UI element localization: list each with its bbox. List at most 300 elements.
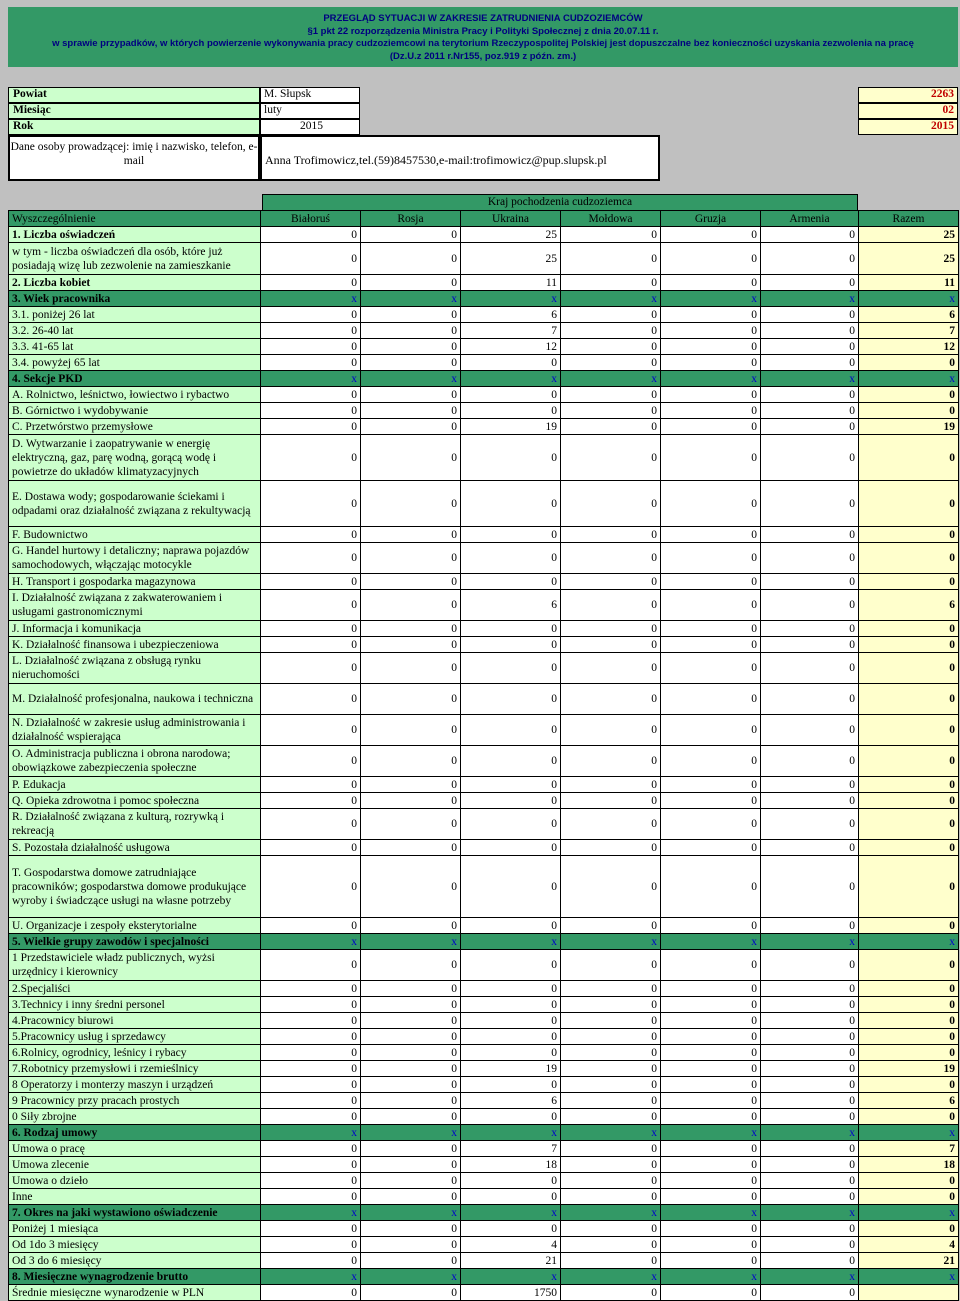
value-cell[interactable]: 0 [661,1109,761,1125]
value-cell[interactable]: x [261,1269,361,1285]
value-cell[interactable]: 0 [361,1093,461,1109]
value-cell[interactable]: 0 [461,435,561,481]
total-cell[interactable]: 0 [859,481,959,527]
value-cell[interactable]: 0 [461,950,561,981]
value-cell[interactable]: 0 [761,227,859,243]
value-cell[interactable]: 0 [761,1253,859,1269]
value-cell[interactable]: 0 [661,777,761,793]
value-cell[interactable]: 0 [261,574,361,590]
value-cell[interactable]: 0 [261,543,361,574]
value-cell[interactable]: 0 [361,950,461,981]
value-cell[interactable]: 0 [261,1077,361,1093]
value-cell[interactable]: 0 [261,1157,361,1173]
value-cell[interactable]: 0 [661,840,761,856]
value-cell[interactable]: x [561,934,661,950]
value-cell[interactable]: 0 [261,275,361,291]
value-cell[interactable]: 0 [561,243,661,275]
value-cell[interactable]: x [561,1205,661,1221]
value-cell[interactable]: 0 [261,1237,361,1253]
value-cell[interactable]: 0 [561,275,661,291]
value-cell[interactable]: 0 [561,481,661,527]
value-cell[interactable]: 0 [761,355,859,371]
value-cell[interactable]: 0 [661,527,761,543]
value-cell[interactable]: 0 [561,543,661,574]
total-cell[interactable]: 0 [859,387,959,403]
value-cell[interactable]: 0 [561,435,661,481]
value-cell[interactable]: 0 [661,715,761,746]
value-cell[interactable]: 0 [261,419,361,435]
value-cell[interactable]: 0 [361,527,461,543]
value-cell[interactable]: 0 [261,1141,361,1157]
value-cell[interactable]: 0 [761,243,859,275]
value-cell[interactable]: 0 [461,793,561,809]
value-cell[interactable]: 0 [361,856,461,918]
value-cell[interactable]: 0 [261,1061,361,1077]
value-cell[interactable]: 0 [661,1077,761,1093]
total-cell[interactable]: 21 [859,1253,959,1269]
value-cell[interactable]: 0 [561,621,661,637]
total-cell[interactable]: 6 [859,1093,959,1109]
value-cell[interactable]: 0 [361,435,461,481]
total-cell[interactable]: x [859,291,959,307]
value-cell[interactable]: x [661,371,761,387]
value-cell[interactable]: 0 [461,1173,561,1189]
value-cell[interactable]: 0 [361,637,461,653]
value-cell[interactable]: 25 [461,227,561,243]
value-cell[interactable]: x [461,934,561,950]
value-cell[interactable]: 0 [361,1013,461,1029]
value-cell[interactable]: 0 [361,997,461,1013]
value-cell[interactable]: 0 [261,653,361,684]
value-cell[interactable]: 0 [561,227,661,243]
total-cell[interactable]: 0 [859,527,959,543]
rok-field[interactable]: 2015 [260,119,360,135]
value-cell[interactable]: 0 [561,1013,661,1029]
value-cell[interactable]: 0 [261,997,361,1013]
value-cell[interactable]: 0 [661,243,761,275]
value-cell[interactable]: 0 [761,746,859,777]
value-cell[interactable]: 0 [261,355,361,371]
total-cell[interactable]: 0 [859,403,959,419]
value-cell[interactable]: 0 [361,1061,461,1077]
value-cell[interactable]: 0 [561,950,661,981]
value-cell[interactable]: 0 [261,746,361,777]
value-cell[interactable]: 0 [461,543,561,574]
total-cell[interactable]: x [859,1269,959,1285]
total-cell[interactable]: 0 [859,1013,959,1029]
value-cell[interactable]: 0 [361,419,461,435]
value-cell[interactable]: 0 [461,777,561,793]
total-cell[interactable]: 0 [859,809,959,840]
value-cell[interactable]: 0 [761,840,859,856]
value-cell[interactable]: 0 [261,1253,361,1269]
value-cell[interactable]: x [361,1125,461,1141]
value-cell[interactable]: 0 [461,1077,561,1093]
contact-field[interactable]: Anna Trofimowicz,tel.(59)8457530,e-mail:trofimowicz@pup.slupsk.pl [260,135,660,181]
value-cell[interactable]: 0 [461,856,561,918]
value-cell[interactable]: 0 [261,387,361,403]
value-cell[interactable]: x [261,291,361,307]
total-cell[interactable]: 25 [859,227,959,243]
value-cell[interactable]: 6 [461,1093,561,1109]
value-cell[interactable]: 0 [361,574,461,590]
value-cell[interactable]: 0 [461,1109,561,1125]
value-cell[interactable]: 0 [361,1077,461,1093]
value-cell[interactable]: 0 [761,590,859,621]
value-cell[interactable]: 0 [461,684,561,715]
total-cell[interactable]: 25 [859,243,959,275]
value-cell[interactable]: 0 [561,793,661,809]
value-cell[interactable]: 0 [261,715,361,746]
value-cell[interactable]: x [761,1205,859,1221]
value-cell[interactable]: 0 [261,918,361,934]
value-cell[interactable]: 0 [561,403,661,419]
value-cell[interactable]: 0 [661,997,761,1013]
value-cell[interactable]: 0 [761,1157,859,1173]
value-cell[interactable]: 0 [361,1237,461,1253]
value-cell[interactable]: x [761,934,859,950]
total-cell[interactable]: x [859,371,959,387]
total-cell[interactable]: 0 [859,918,959,934]
value-cell[interactable]: 0 [761,981,859,997]
value-cell[interactable]: 0 [661,323,761,339]
value-cell[interactable]: 0 [461,355,561,371]
value-cell[interactable]: 0 [661,1045,761,1061]
total-cell[interactable]: x [859,934,959,950]
value-cell[interactable]: 0 [461,997,561,1013]
value-cell[interactable]: 0 [361,307,461,323]
value-cell[interactable]: 0 [461,527,561,543]
value-cell[interactable]: 0 [461,1189,561,1205]
value-cell[interactable]: 0 [361,1173,461,1189]
value-cell[interactable]: 0 [761,1029,859,1045]
value-cell[interactable]: 0 [261,684,361,715]
value-cell[interactable]: 0 [361,1141,461,1157]
value-cell[interactable]: 12 [461,339,561,355]
value-cell[interactable]: 0 [361,1029,461,1045]
total-cell[interactable]: 19 [859,419,959,435]
value-cell[interactable]: x [461,1125,561,1141]
value-cell[interactable]: 0 [261,1173,361,1189]
value-cell[interactable]: x [661,1125,761,1141]
value-cell[interactable]: 0 [661,684,761,715]
value-cell[interactable]: 0 [361,746,461,777]
value-cell[interactable]: 0 [661,1189,761,1205]
value-cell[interactable]: 0 [261,227,361,243]
value-cell[interactable]: 0 [761,1061,859,1077]
value-cell[interactable]: 0 [661,435,761,481]
total-cell[interactable]: 6 [859,590,959,621]
total-cell[interactable]: 0 [859,793,959,809]
value-cell[interactable]: 0 [761,1237,859,1253]
total-cell[interactable]: 0 [859,1045,959,1061]
value-cell[interactable]: x [361,371,461,387]
total-cell[interactable]: 18 [859,1157,959,1173]
value-cell[interactable]: 0 [661,1013,761,1029]
value-cell[interactable]: 0 [561,307,661,323]
miesiac-field[interactable]: luty [260,103,360,119]
value-cell[interactable]: 0 [361,777,461,793]
value-cell[interactable]: 0 [661,1093,761,1109]
value-cell[interactable]: 7 [461,323,561,339]
total-cell[interactable]: 19 [859,1061,959,1077]
total-cell[interactable]: 0 [859,981,959,997]
value-cell[interactable]: 0 [361,1221,461,1237]
value-cell[interactable]: 0 [361,653,461,684]
value-cell[interactable]: 0 [461,809,561,840]
value-cell[interactable]: 0 [761,1221,859,1237]
value-cell[interactable]: 0 [261,1013,361,1029]
value-cell[interactable]: 0 [661,339,761,355]
total-cell[interactable]: 0 [859,950,959,981]
value-cell[interactable]: 0 [561,1157,661,1173]
value-cell[interactable]: 0 [661,1141,761,1157]
value-cell[interactable]: 0 [561,637,661,653]
value-cell[interactable]: 0 [661,543,761,574]
value-cell[interactable]: 0 [461,403,561,419]
value-cell[interactable]: 0 [261,950,361,981]
value-cell[interactable]: 0 [761,419,859,435]
value-cell[interactable]: 0 [561,1221,661,1237]
value-cell[interactable]: 0 [261,1045,361,1061]
value-cell[interactable]: 0 [261,981,361,997]
value-cell[interactable]: 0 [561,1173,661,1189]
value-cell[interactable]: 0 [761,1093,859,1109]
total-cell[interactable]: 0 [859,1077,959,1093]
total-cell[interactable]: 0 [859,777,959,793]
value-cell[interactable]: 0 [361,981,461,997]
value-cell[interactable]: x [561,291,661,307]
total-cell[interactable]: 0 [859,856,959,918]
total-cell[interactable]: 0 [859,997,959,1013]
value-cell[interactable]: x [461,291,561,307]
value-cell[interactable]: x [461,371,561,387]
value-cell[interactable]: 0 [661,387,761,403]
value-cell[interactable]: 0 [661,621,761,637]
value-cell[interactable]: 0 [561,323,661,339]
value-cell[interactable]: 0 [461,574,561,590]
value-cell[interactable]: 0 [461,1221,561,1237]
value-cell[interactable]: 0 [561,997,661,1013]
value-cell[interactable]: x [761,1125,859,1141]
value-cell[interactable]: 0 [661,275,761,291]
value-cell[interactable]: 0 [261,339,361,355]
value-cell[interactable]: 0 [661,746,761,777]
value-cell[interactable]: 0 [461,1029,561,1045]
value-cell[interactable]: 25 [461,243,561,275]
value-cell[interactable]: 0 [761,637,859,653]
value-cell[interactable]: 0 [561,1285,661,1301]
value-cell[interactable]: x [261,934,361,950]
value-cell[interactable]: 0 [661,1061,761,1077]
value-cell[interactable]: 0 [361,793,461,809]
value-cell[interactable]: 0 [761,543,859,574]
value-cell[interactable]: 0 [761,1173,859,1189]
value-cell[interactable]: 0 [761,403,859,419]
total-cell[interactable]: 0 [859,1189,959,1205]
value-cell[interactable]: 0 [561,777,661,793]
value-cell[interactable]: 4 [461,1237,561,1253]
value-cell[interactable]: 0 [361,809,461,840]
total-cell[interactable]: 0 [859,653,959,684]
value-cell[interactable]: 0 [761,1189,859,1205]
total-cell[interactable]: 6 [859,307,959,323]
total-cell[interactable] [859,1285,959,1301]
total-cell[interactable]: 12 [859,339,959,355]
value-cell[interactable]: 0 [561,981,661,997]
value-cell[interactable]: 0 [761,481,859,527]
value-cell[interactable]: 0 [561,684,661,715]
value-cell[interactable]: 19 [461,1061,561,1077]
value-cell[interactable]: 0 [661,590,761,621]
value-cell[interactable]: 0 [361,387,461,403]
value-cell[interactable]: x [461,1205,561,1221]
value-cell[interactable]: 0 [761,621,859,637]
value-cell[interactable]: 0 [561,1141,661,1157]
value-cell[interactable]: 0 [761,918,859,934]
value-cell[interactable]: 0 [461,918,561,934]
value-cell[interactable]: 0 [361,227,461,243]
value-cell[interactable]: 19 [461,419,561,435]
value-cell[interactable]: 0 [561,1061,661,1077]
value-cell[interactable]: 0 [261,637,361,653]
value-cell[interactable]: 0 [761,387,859,403]
value-cell[interactable]: 7 [461,1141,561,1157]
value-cell[interactable]: 0 [561,1237,661,1253]
value-cell[interactable]: 0 [561,574,661,590]
value-cell[interactable]: 0 [661,918,761,934]
value-cell[interactable]: 0 [461,653,561,684]
value-cell[interactable]: 21 [461,1253,561,1269]
value-cell[interactable]: 0 [261,403,361,419]
value-cell[interactable]: 0 [361,684,461,715]
total-cell[interactable]: 0 [859,1109,959,1125]
total-cell[interactable]: 4 [859,1237,959,1253]
value-cell[interactable]: 0 [761,339,859,355]
value-cell[interactable]: 0 [761,684,859,715]
value-cell[interactable]: 0 [661,950,761,981]
total-cell[interactable]: 0 [859,684,959,715]
value-cell[interactable]: 0 [761,777,859,793]
value-cell[interactable]: 0 [561,918,661,934]
value-cell[interactable]: 0 [261,793,361,809]
value-cell[interactable]: 0 [361,715,461,746]
powiat-field[interactable]: M. Słupsk [260,87,360,103]
value-cell[interactable]: 0 [761,323,859,339]
value-cell[interactable]: 0 [561,355,661,371]
value-cell[interactable]: x [361,934,461,950]
value-cell[interactable]: 0 [561,1045,661,1061]
value-cell[interactable]: x [561,1125,661,1141]
value-cell[interactable]: 1750 [461,1285,561,1301]
value-cell[interactable]: 0 [761,715,859,746]
value-cell[interactable]: 0 [561,1109,661,1125]
value-cell[interactable]: 0 [661,809,761,840]
value-cell[interactable]: 0 [561,1189,661,1205]
total-cell[interactable]: 0 [859,621,959,637]
value-cell[interactable]: 0 [361,243,461,275]
value-cell[interactable]: 0 [461,387,561,403]
value-cell[interactable]: 0 [261,590,361,621]
value-cell[interactable]: 0 [261,243,361,275]
value-cell[interactable]: 0 [361,1253,461,1269]
value-cell[interactable]: 0 [361,1189,461,1205]
total-cell[interactable]: 0 [859,435,959,481]
value-cell[interactable]: 0 [661,1221,761,1237]
value-cell[interactable]: x [361,1269,461,1285]
value-cell[interactable]: 0 [561,387,661,403]
value-cell[interactable]: 0 [361,840,461,856]
value-cell[interactable]: 0 [761,307,859,323]
value-cell[interactable]: 0 [261,840,361,856]
value-cell[interactable]: 0 [261,307,361,323]
value-cell[interactable]: 0 [361,275,461,291]
value-cell[interactable]: x [661,1205,761,1221]
value-cell[interactable]: 0 [661,307,761,323]
value-cell[interactable]: 0 [661,1285,761,1301]
value-cell[interactable]: 0 [661,481,761,527]
total-cell[interactable]: 0 [859,574,959,590]
value-cell[interactable]: 0 [461,621,561,637]
total-cell[interactable]: x [859,1125,959,1141]
total-cell[interactable]: 0 [859,1221,959,1237]
value-cell[interactable]: 0 [361,590,461,621]
value-cell[interactable]: 0 [761,435,859,481]
value-cell[interactable]: 0 [761,527,859,543]
value-cell[interactable]: x [261,1125,361,1141]
value-cell[interactable]: 0 [761,997,859,1013]
total-cell[interactable]: 0 [859,1173,959,1189]
value-cell[interactable]: 0 [261,527,361,543]
total-cell[interactable]: 0 [859,637,959,653]
value-cell[interactable]: 0 [361,339,461,355]
value-cell[interactable]: 18 [461,1157,561,1173]
value-cell[interactable]: 0 [261,777,361,793]
value-cell[interactable]: 0 [661,1237,761,1253]
value-cell[interactable]: 0 [761,1077,859,1093]
value-cell[interactable]: 0 [261,1221,361,1237]
value-cell[interactable]: 0 [561,1253,661,1269]
total-cell[interactable]: 0 [859,746,959,777]
total-cell[interactable]: 7 [859,1141,959,1157]
value-cell[interactable]: 0 [561,856,661,918]
value-cell[interactable]: x [761,1269,859,1285]
value-cell[interactable]: 0 [561,1029,661,1045]
value-cell[interactable]: 0 [561,590,661,621]
value-cell[interactable]: 0 [661,355,761,371]
total-cell[interactable]: 0 [859,355,959,371]
value-cell[interactable]: 0 [561,809,661,840]
value-cell[interactable]: 0 [461,715,561,746]
value-cell[interactable]: 0 [761,1109,859,1125]
value-cell[interactable]: 0 [761,1141,859,1157]
value-cell[interactable]: x [661,291,761,307]
value-cell[interactable]: 0 [561,1077,661,1093]
value-cell[interactable]: 0 [661,1157,761,1173]
total-cell[interactable]: 0 [859,715,959,746]
value-cell[interactable]: 0 [561,840,661,856]
value-cell[interactable]: 0 [761,1045,859,1061]
value-cell[interactable]: 0 [461,637,561,653]
value-cell[interactable]: 0 [761,950,859,981]
value-cell[interactable]: 0 [661,653,761,684]
value-cell[interactable]: 0 [661,227,761,243]
value-cell[interactable]: 0 [761,574,859,590]
value-cell[interactable]: 0 [361,355,461,371]
value-cell[interactable]: x [361,291,461,307]
total-cell[interactable]: 0 [859,543,959,574]
value-cell[interactable]: 0 [261,621,361,637]
